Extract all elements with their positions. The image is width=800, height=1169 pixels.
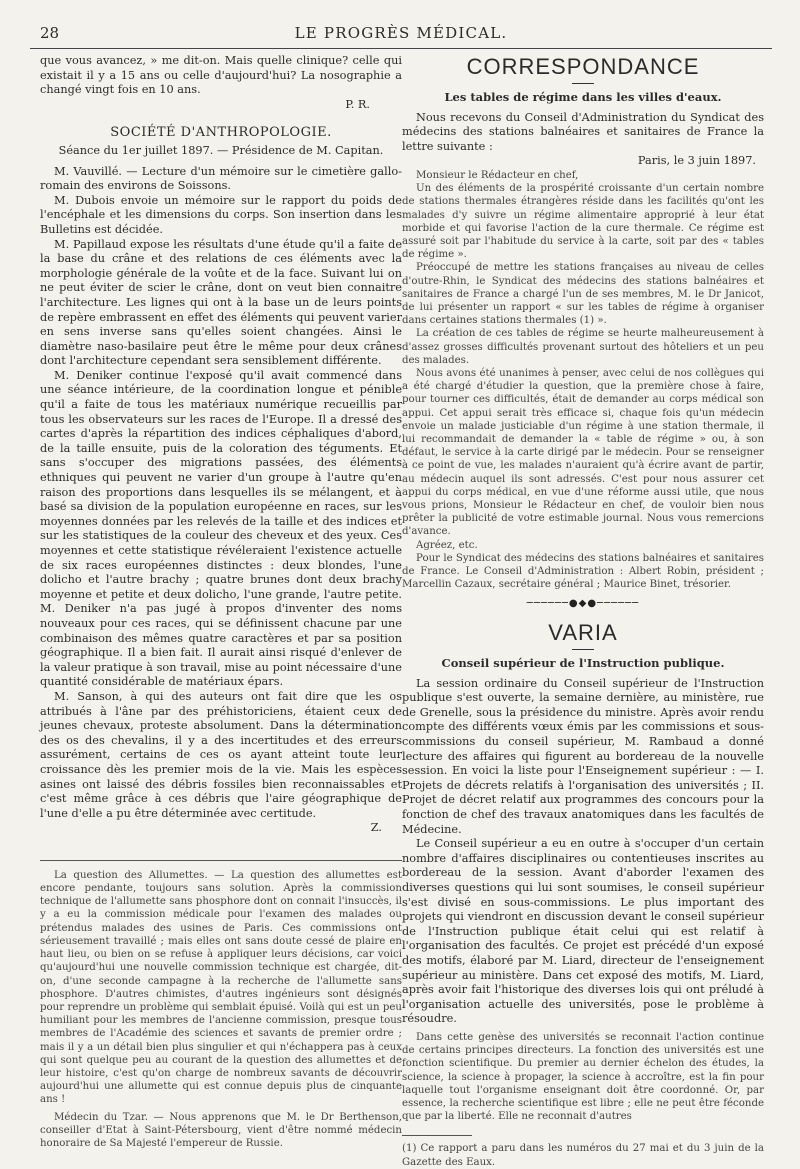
letter-body: [402, 169, 764, 592]
varia-paragraph: Le Conseil supérieur a eu en outre à s'occuper d'un certain nombre d'affaires disciplinaires ou contentieuses inscrites au bordereau de la session. Avant d'aborder l'examen des diverses questions qui lui sont soumises, le conseil supérieur s'est divisé en sous-commissions. Le plus important des projets qui viendront en discussion devant le conseil supérieur de l'Instruction publique était celui qui est relatif à l'organisation des facultés. Ce projet est précédé d'un exposé des motifs, élaboré par M. Liard, directeur de l'enseignement supérieur au ministère. Dans cet exposé des motifs, M. Liard, après avoir fait l'historique des diverses lois qui ont préludé à l'organisation actuelle des universités, pose le problème à résoudre.: [402, 837, 764, 1026]
tzar-note: Médecin du Tzar. — Nous apprenons que M. le Dr Berthenson, conseiller d'Etat à Saint-Pétersbourg, vient d'être nommé médecin honoraire de Sa Majesté l'empereur de Russie.: [40, 1111, 402, 1149]
salutation: Monsieur le Rédacteur en chef,: [416, 169, 579, 181]
letter-paragraph: Nous avons été unanimes à penser, avec celui de nos collègues qui a été chargé d'étudier la question, que la première chose à faire, pour tourner ces difficultés, était de demander au corps médical son appui. Cet appui serait très efficace si, chaque fois qu'un médecin envoie un malade justiciable d'un régime à une station thermale, il lui recommandait de demander la « table de régime » ou, à son défaut, le service à la carte dirigé par le médecin. Pour se renseigner à ce point de vue, les malades n'auraient qu'à écrire avant de partir, au médecin auquel ils sont adressés. C'est pour nous assurer cet appui du corps médical, en vue d'une réforme aussi utile, que nous vous prions, Monsieur le Rédacteur en chef, de vouloir bien nous prêter la publicité de votre estimable journal. Nous vous remercions d'avance.: [402, 368, 764, 538]
intro-signature: P. R.: [345, 97, 370, 111]
letter-paragraph: Préoccupé de mettre les stations françaises au niveau de celles d'outre-Rhin, le Syndicat des médecins des stations balnéaires et sanitaires de France a chargé l'un de ses membres, M. le Dr Janicot, de lui présenter un rapport « sur les tables de régime à organiser dans certaines stations thermales (1) ».: [402, 262, 764, 327]
letter-paragraph: Un des éléments de la prospérité croissante d'un certain nombre de stations thermales étrangères réside dans les facilités qu'ont les malades d'y suivre un régime alimentaire approprié à leur état morbide et qui favorise l'action de la cure thermale. Ce régime est assuré soit par l'habitude du service à la carte, soit par des « tables de régime ».: [402, 183, 764, 261]
paragraph-sanson: M. Sanson, à qui des auteurs ont fait dire que les os attribués à l'âne par des préhistoriciens, étaient ceux de jeunes chevaux, proteste absolument. Dans la détermination des os des chevalins, il y a des incertitudes et des erreurs assurément, certains de ces os ayant atteint toute leur croissance dès les premier mois de la vie. Mais les espèces asines ont laissé des débris fossiles bien reconnaissables et c'est même grâce à ces débris que l'aire géographique de l'une d'elle a pu être déterminée avec certitude.: [40, 689, 402, 820]
left-column: [40, 54, 402, 1150]
society-title: SOCIÉTÉ D'ANTHROPOLOGIE.: [110, 125, 332, 141]
letter-date: Paris, le 3 juin 1897.: [637, 154, 756, 168]
final-signature: Z.: [370, 821, 382, 835]
right-column: [402, 54, 764, 1169]
varia-subheading: Conseil supérieur de l'Instruction publique.: [441, 656, 725, 671]
letter-signatories: Pour le Syndicat des médecins des stations balnéaires et sanitaires de France. Le Conseil d'Administration : Albert Robin, président ; Marcellin Cazaux, secrétaire général ; Maurice Binet, trésorier.: [402, 552, 764, 591]
page-header: [30, 22, 772, 49]
correspondance-heading: CORRESPONDANCE: [466, 54, 700, 79]
heading-dash: [572, 83, 594, 84]
correspondance-intro: Nous recevons du Conseil d'Administration du Syndicat des médecins des stations balnéaires et sanitaires de France la lettre suivante :: [402, 110, 764, 153]
paragraph-deniker: M. Deniker continue l'exposé qu'il avait commencé dans une séance intérieure, de la coordination longue et pénible qu'il a faite de tous les matériaux numérique recueillis par tous les observateurs sur les races de l'Europe. Il a dressé des cartes d'après la répartition des indices céphaliques d'abord, de la taille ensuite, puis de la coloration des téguments. Et sans s'occuper des migrations passées, des éléments ethniques qui peuvent ne varier d'un groupe à l'autre qu'en raison des proportions dans lesquelles ils se mélangent, et à basé sa division de la population européenne en races, sur les moyennes données par les relevés de la taille et des indices et sur les statistiques de la couleur des cheveux et des yeux. Ces moyennes et cette statistique révéleraient l'existence actuelle de six races européennes distinctes : deux blondes, l'une dolicho et l'autre brachy ; quatre brunes dont deux brachy moyenne et petite et deux dolicho, l'une grande, l'autre petite. M. Deniker n'a pas jugé à propos d'inventer des noms nouveaux pour ces races, qui se définissent chacune par une combinaison des mêmes quatre caractères et par sa position géographique. Il a bien fait. Il aurait ainsi risqué d'enlever de la valeur pratique à son travail, mise au point nécessaire d'une quantité considérable de matériaux épars.: [40, 368, 402, 689]
ornament-divider: ──────●◆●──────: [526, 598, 640, 610]
allumettes-note: La question des Allumettes. — La question des allumettes est encore pendante, toujours sans solution. Après la commission technique de l'allumette sans phosphore dont on connait l'insuccès, il y a eu la commission médicale pour l'examen des malades ou prétendus malades des usines de Paris. Ces commissions ont sérieusement travaillé ; mais elles ont sans doute cessé de plaire en haut lieu, ou bien on se refuse à appliquer leurs décisions, car voici qu'aujourd'hui une nouvelle commission technique est chargée, dit-on, d'une seconde campagne à la recherche de l'allumette sans phosphore. D'autres chimistes, d'autres ingénieurs sont désignés pour reprendre un problème qui semblait épuisé. Voilà qui est un peu humiliant pour les membres de l'ancienne commission, presque tous membres de l'Académie des sciences et savants de premier ordre ; mais il y a un détail bien plus singulier et qui n'échappera pas à ceux qui sont quelque peu au courant de la question des allumettes et de leur histoire, c'est qu'on charge de nombreux savants de découvrir aujourd'hui une allumette qui est connue depuis plus de cinquante ans !: [40, 869, 402, 1106]
heading-dash: [572, 649, 594, 650]
varia-quoted-text: Dans cette genèse des universités se reconnait l'action continue de certains principes directeurs. La fonction des universités est une fonction scientifique. Du premier au dernier échelon des études, la science, la science à propager, la science à accroître, est la fin pour laquelle tout l'organisme enseignant doit être coordonné. Or, par essence, la recherche scientifique est libre ; elle ne peut être féconde que par la liberté. Elle ne reconnait d'autres: [402, 1031, 764, 1123]
running-title: LE PROGRÈS MÉDICAL.: [294, 24, 508, 42]
intro-paragraph: que vous avancez, » me dit-on. Mais quelle clinique? celle qui existait il y a 15 ans ou celle d'aujourd'hui? La nosographie a changé vingt fois en 10 ans.: [40, 54, 402, 97]
letter-closing: Agréez, etc.: [416, 539, 478, 551]
paragraph-vauville: M. Vauvillé. — Lecture d'un mémoire sur le cimetière gallo-romain des environs de Soissons.: [40, 164, 402, 193]
letter-paragraph: La création de ces tables de régime se heurte malheureusement à d'assez grosses difficultés provenant surtout des hôteliers et un peu des malades.: [402, 328, 764, 366]
paragraph-papillaud: M. Papillaud expose les résultats d'une étude qu'il a faite de la base du crâne et des relations de ces éléments avec la morphologie générale de la voûte et de la face. Suivant lui on ne peut éviter de scier le crâne, dont on veut bien connaitre l'architecture. Les lignes qui ont à la base un de leurs points de repère embrassent en effet des éléments qui peuvent varier en sens inverse sans qu'elles soient changées. Ainsi le diamètre naso-basilaire peut être le même pour deux crânes dont l'architecture cependant sera sensiblement différente.: [40, 237, 402, 368]
varia-paragraph: La session ordinaire du Conseil supérieur de l'Instruction publique s'est ouverte, la semaine dernière, au ministère, rue de Grenelle, sous la présidence du ministre. Après avoir rendu compte des différents vœux émis par les commissions et sous-commissions du conseil supérieur, M. Rambaud a donné lecture des affaires qui figurent au bordereau de la nouvelle session. En voici la liste pour l'Enseignement supérieur : — I. Projets de décrets relatifs à l'organisation des universités ; II. Projet de décret relatif aux programmes des concours pour la fonction de chef des travaux anatomiques dans les facultés de Médecine.: [402, 676, 764, 836]
correspondance-subheading: Les tables de régime dans les villes d'eaux.: [444, 90, 722, 104]
footnote: (1) Ce rapport a paru dans les numéros du 27 mai et du 3 juin de la Gazette des Eaux.: [402, 1143, 764, 1168]
footnote-rule: [402, 1135, 472, 1136]
paragraph-dubois: M. Dubois envoie un mémoire sur le rapport du poids de l'encéphale et les dimensions du corps. Son insertion dans les Bulletins est décidée.: [40, 193, 402, 236]
session-line: Séance du 1er juillet 1897. — Présidence de M. Capitan.: [58, 143, 384, 157]
varia-heading: VARIA: [548, 620, 618, 646]
page-number: 28: [40, 24, 60, 42]
section-divider: [40, 860, 402, 861]
